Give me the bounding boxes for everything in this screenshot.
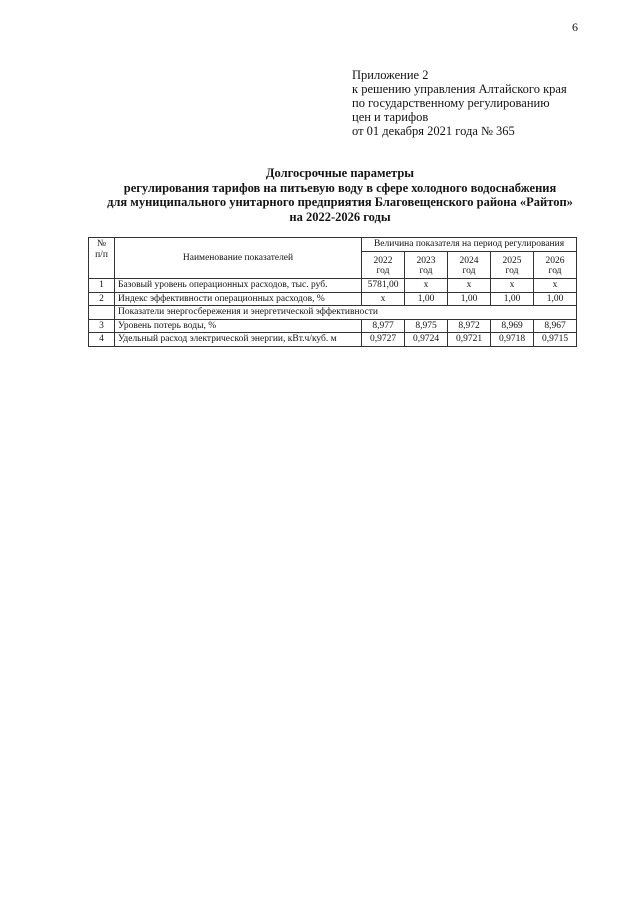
document-title: [60, 166, 620, 224]
row-value: 1,00: [491, 292, 534, 306]
parameters-table: [88, 237, 577, 347]
appendix-line: Приложение 2: [352, 68, 429, 82]
year-value: 2023: [416, 256, 436, 267]
row-value: х: [448, 279, 491, 293]
year-value: 2026: [545, 256, 565, 267]
row-value: 0,9721: [448, 333, 491, 347]
year-suffix: год: [462, 266, 476, 277]
year-suffix: год: [419, 266, 433, 277]
row-name: Базовый уровень операционных расходов, тыс. руб.: [115, 279, 362, 293]
table-row: [89, 319, 577, 333]
title-line: регулирования тарифов на питьевую воду в сфере холодного водоснабжения: [123, 180, 557, 195]
year-header: [448, 252, 491, 279]
row-value: х: [534, 279, 577, 293]
title-line: Долгосрочные параметры: [265, 166, 415, 180]
table-row: [89, 279, 577, 293]
row-number: 3: [89, 319, 115, 333]
row-value: х: [405, 279, 448, 293]
row-name: Индекс эффективности операционных расходов, %: [115, 292, 362, 306]
title-line: для муниципального унитарного предприятия Благовещенского района «Райтоп»: [107, 195, 573, 209]
row-value: 8,972: [448, 319, 491, 333]
section-label: Показатели энергосбережения и энергетической эффективности: [115, 306, 577, 320]
row-number: 2: [89, 292, 115, 306]
row-value: 1,00: [448, 292, 491, 306]
row-value: х: [362, 292, 405, 306]
appendix-line: цен и тарифов: [352, 110, 429, 124]
period-column-header: Величина показателя на период регулирования: [362, 238, 577, 252]
row-number: 4: [89, 333, 115, 347]
row-number: 1: [89, 279, 115, 293]
row-value: 8,975: [405, 319, 448, 333]
table-row: [89, 292, 577, 306]
section-number-cell: [89, 306, 115, 320]
title-line: на 2022-2026 годы: [289, 209, 391, 224]
row-name: Уровень потерь воды, %: [115, 319, 362, 333]
row-value: 1,00: [534, 292, 577, 306]
table-section-row: [89, 306, 577, 320]
table-header-row: [89, 238, 577, 252]
year-value: 2025: [502, 256, 522, 267]
year-header: [362, 252, 405, 279]
row-value: 8,977: [362, 319, 405, 333]
row-value: х: [491, 279, 534, 293]
appendix-line: по государственному регулированию: [352, 96, 550, 110]
row-value: 0,9724: [405, 333, 448, 347]
appendix-block: [352, 68, 622, 138]
year-header: [534, 252, 577, 279]
row-value: 8,969: [491, 319, 534, 333]
table-row: [89, 333, 577, 347]
row-value: 8,967: [534, 319, 577, 333]
row-value: 0,9718: [491, 333, 534, 347]
page-number: 6: [572, 20, 578, 34]
year-header: [405, 252, 448, 279]
year-suffix: год: [376, 266, 390, 277]
year-value: 2022: [373, 256, 393, 267]
row-value: 0,9715: [534, 333, 577, 347]
year-suffix: год: [505, 266, 519, 277]
year-suffix: год: [548, 266, 562, 277]
appendix-line: от 01 декабря 2021 года № 365: [352, 124, 515, 138]
row-value: 1,00: [405, 292, 448, 306]
year-header: [491, 252, 534, 279]
row-value: 0,9727: [362, 333, 405, 347]
row-value: 5781,00: [362, 279, 405, 293]
number-column-header: № п/п: [89, 238, 115, 279]
name-column-header: Наименование показателей: [115, 238, 362, 279]
row-name: Удельный расход электрической энергии, кВт.ч/куб. м: [115, 333, 362, 347]
appendix-line: к решению управления Алтайского края: [352, 82, 567, 96]
year-value: 2024: [459, 256, 479, 267]
